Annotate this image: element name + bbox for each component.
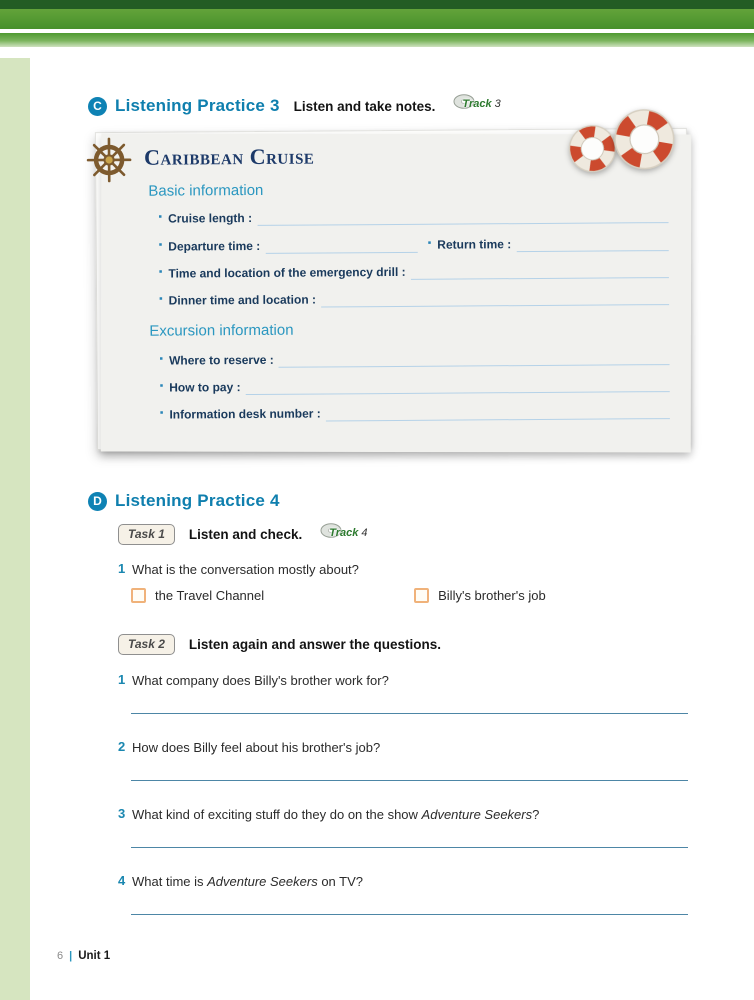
- ship-wheel-icon: [86, 137, 132, 188]
- track-number: 4: [361, 526, 368, 539]
- note-row-where-to-reserve: ▪ Where to reserve :: [159, 349, 669, 369]
- track-label: Track: [462, 98, 492, 110]
- square-bullet-icon: ▪: [159, 293, 163, 305]
- task2-question-3: [118, 806, 688, 848]
- track4-chip: [320, 523, 367, 543]
- header-band-green-fade: [0, 31, 754, 47]
- fill-in-blank[interactable]: [326, 405, 670, 421]
- task2-question-4: [118, 873, 688, 915]
- task1-options: [131, 588, 546, 603]
- practice3-title: Listening Practice 3: [115, 96, 280, 115]
- option-travel-channel: the Travel Channel: [131, 588, 264, 603]
- practice3-header: [88, 96, 501, 116]
- answer-line[interactable]: [131, 914, 688, 915]
- cruise-notepad-panel: [95, 128, 689, 450]
- question-number: 2: [118, 739, 126, 754]
- fill-in-blank[interactable]: [257, 209, 669, 226]
- task2-question-2: [118, 739, 688, 781]
- square-bullet-icon: ▪: [158, 211, 163, 223]
- answer-line[interactable]: [131, 780, 688, 781]
- task2-question-1: [118, 672, 688, 714]
- practice4-header: [88, 491, 280, 511]
- note-row-departure-return: ▪ Departure time : ▪ Return time :: [159, 235, 669, 255]
- square-bullet-icon: ▪: [158, 266, 163, 278]
- track-label: Track: [329, 526, 359, 539]
- circled-letter-c-icon: C: [88, 97, 107, 116]
- fill-in-blank[interactable]: [516, 237, 669, 252]
- square-bullet-icon: ▪: [159, 380, 164, 392]
- square-bullet-icon: ▪: [427, 237, 432, 249]
- question-text: What kind of exciting stuff do they do on the show Adventure Seekers?: [132, 807, 540, 822]
- task1-question: [118, 561, 688, 578]
- question-number: 3: [118, 806, 126, 821]
- option-brothers-job: Billy's brother's job: [414, 588, 546, 603]
- task1-instruction: Listen and check.: [188, 527, 303, 542]
- square-bullet-icon: ▪: [159, 353, 164, 365]
- task2-row: [118, 634, 441, 655]
- task2-badge: Task 2: [118, 634, 175, 655]
- track-number: 3: [494, 98, 501, 110]
- track3-chip: [453, 94, 500, 114]
- option-checkbox[interactable]: [414, 588, 429, 603]
- page-footer: [57, 950, 110, 962]
- question-number: 1: [118, 672, 126, 687]
- note-row-how-to-pay: ▪ How to pay :: [160, 376, 670, 396]
- excursion-information-heading: Excursion information: [149, 321, 294, 340]
- answer-line[interactable]: [131, 847, 688, 848]
- question-number: 1: [118, 561, 126, 576]
- question-number: 4: [118, 873, 126, 888]
- task1-row: [118, 524, 368, 545]
- lifebuoy-icon: [607, 102, 682, 181]
- fill-in-blank[interactable]: [265, 239, 418, 254]
- note-row-information-desk: ▪ Information desk number :: [160, 403, 670, 423]
- square-bullet-icon: ▪: [159, 407, 164, 419]
- left-margin-strip: [0, 58, 30, 1000]
- page-number: 6: [57, 950, 64, 962]
- note-row-cruise-length: ▪ Cruise length :: [158, 207, 668, 227]
- answer-line[interactable]: [131, 713, 688, 714]
- circled-letter-d-icon: D: [88, 492, 107, 511]
- unit-label: Unit 1: [78, 950, 111, 962]
- practice4-title: Listening Practice 4: [115, 491, 280, 510]
- notepad-title: Caribbean Cruise: [143, 143, 315, 170]
- note-row-dinner: ▪ Dinner time and location :: [159, 289, 669, 309]
- fill-in-blank[interactable]: [321, 291, 669, 307]
- header-band-dark-green: [0, 0, 754, 9]
- task2-instruction: Listen again and answer the questions.: [188, 637, 441, 652]
- square-bullet-icon: ▪: [158, 239, 163, 251]
- practice3-instruction: Listen and take notes.: [293, 98, 436, 114]
- lifebuoys-decoration: [568, 109, 681, 190]
- option-checkbox[interactable]: [131, 588, 146, 603]
- header-band-green: [0, 9, 754, 29]
- task1-badge: Task 1: [118, 524, 175, 545]
- question-text: What is the conversation mostly about?: [132, 562, 359, 577]
- fill-in-blank[interactable]: [411, 264, 669, 280]
- fill-in-blank[interactable]: [279, 351, 670, 368]
- question-text: What company does Billy's brother work for?: [132, 673, 389, 688]
- question-text: How does Billy feel about his brother's job?: [132, 740, 381, 755]
- question-text: What time is Adventure Seekers on TV?: [132, 874, 363, 889]
- footer-separator: |: [69, 950, 73, 962]
- fill-in-blank[interactable]: [246, 378, 670, 395]
- note-row-emergency-drill: ▪ Time and location of the emergency drill :: [159, 262, 669, 282]
- basic-information-heading: Basic information: [148, 181, 264, 200]
